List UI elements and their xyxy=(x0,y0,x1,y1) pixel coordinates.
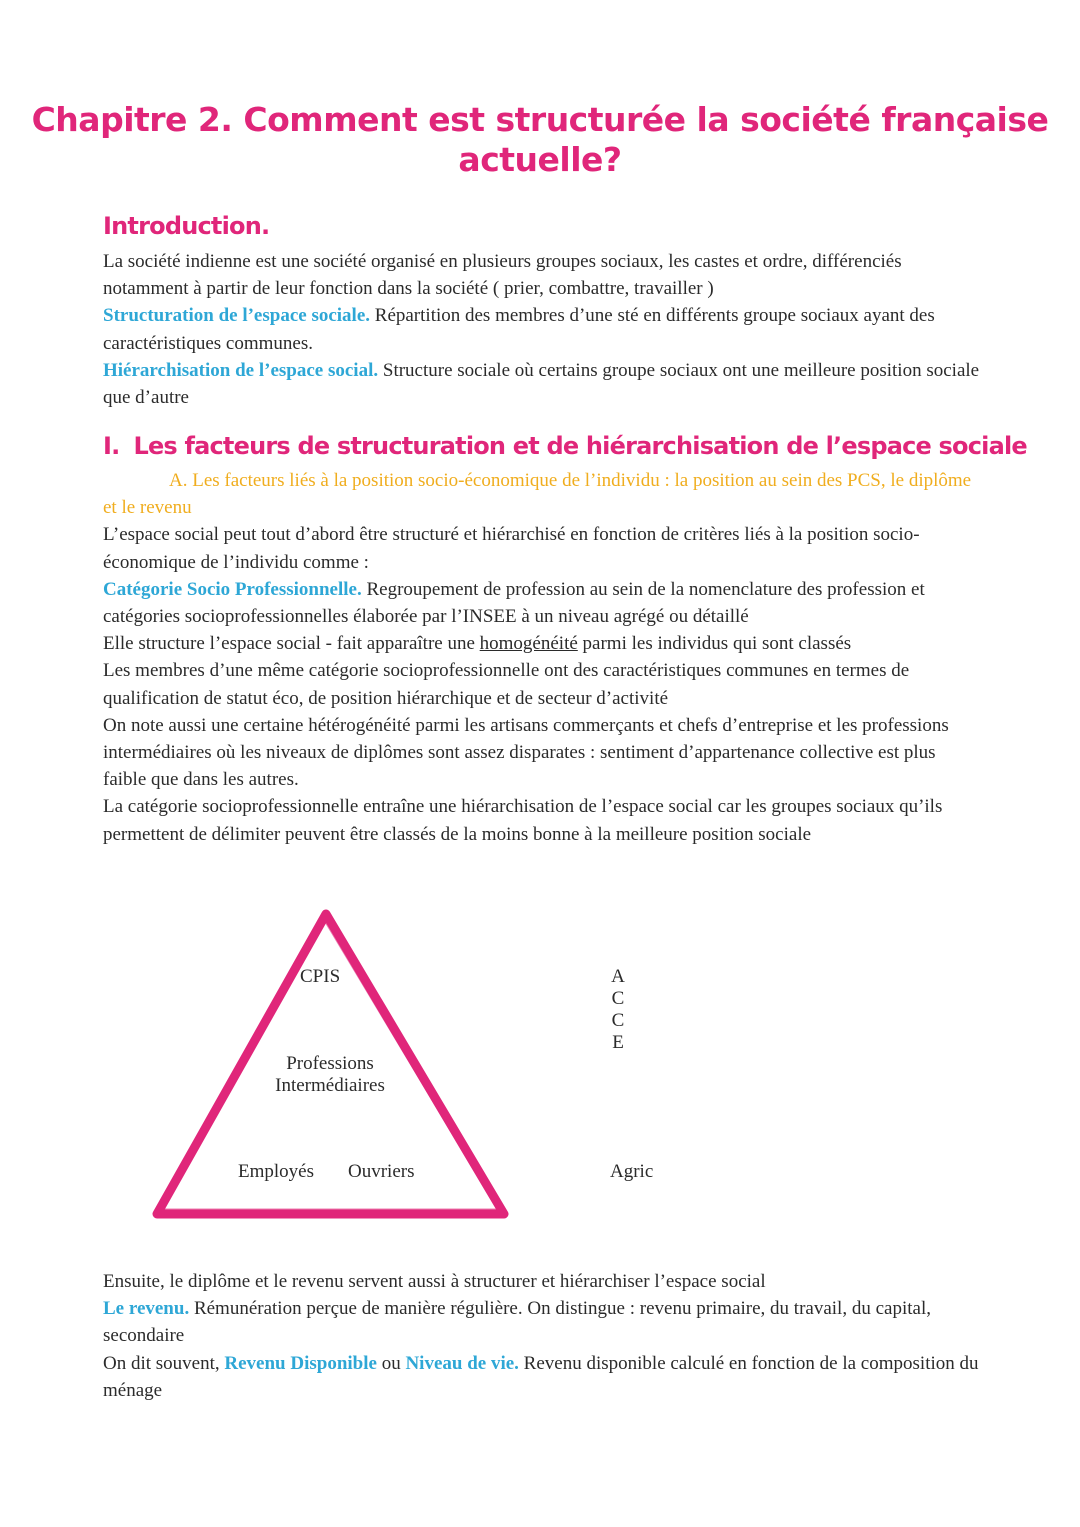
pyramid-label-professions-intermediaires: Professions Intermédiaires xyxy=(275,1053,385,1096)
definition-pcs-text: Regroupement de profession au sein de la nomenclature des profession et catégories socioprofessionnelles élaborée par l’INSEE à un niveau agrégé ou détaillé xyxy=(103,578,925,628)
intro-paragraph: La société indienne est une société organisé en plusieurs groupes sociaux, les castes et ordre, différenciés notamment à partir de leur fonction dans la société ( prier, combattre, travailler ) xyxy=(103,251,902,300)
pyramid-label-employes: Employés xyxy=(238,1161,314,1182)
section-2-paragraph-1: Ensuite, le diplôme et le revenu servent aussi à structurer et hiérarchiser l’espace social xyxy=(103,1271,766,1292)
section-1-number: I. xyxy=(103,432,120,460)
term-revenu-disponible: Revenu Disponible xyxy=(224,1352,377,1374)
intro-body xyxy=(103,248,983,411)
section-1-paragraph-1: L’espace social peut tout d’abord être structuré et hiérarchisé en fonction de critères liés à la position socio-économique de l’individu comme : xyxy=(103,524,920,573)
section-1-paragraph-2: Elle structure l’espace social - fait apparaître une homogénéité parmi les individus qui sont classés xyxy=(103,633,852,655)
section-1-paragraph-3: Les membres d’une même catégorie socioprofessionnelle ont des caractéristiques communes en termes de qualification de statut éco, de position hiérarchique et de secteur d’activité xyxy=(103,660,910,709)
section-1-paragraph-5: La catégorie socioprofessionnelle entraîne une hiérarchisation de l’espace social car les groupes sociaux qu’ils permettent de délimiter peuvent être classés de la moins bonne à la meilleure position sociale xyxy=(103,796,943,845)
pyramid-label-cpis: CPIS xyxy=(300,966,341,987)
definition-hierarchisation-text: Structure sociale où certains groupe sociaux ont une meilleure position sociale que d’autre xyxy=(103,359,980,409)
intro-heading: Introduction. xyxy=(103,212,270,240)
definition-revenu: Le revenu. Rémunération perçue de manière régulière. On distingue : revenu primaire, du travail, du capital, secondaire xyxy=(103,1298,931,1347)
term-structuration: Structuration de l’espace sociale. xyxy=(103,305,371,327)
term-revenu: Le revenu. xyxy=(103,1298,190,1320)
definition-structuration xyxy=(103,302,983,356)
section-1-heading xyxy=(103,432,1027,460)
pcs-pyramid-diagram xyxy=(150,905,510,1225)
section-1-paragraph-4: On note aussi une certaine hétérogénéité parmi les artisans commerçants et chefs d’entreprise et les professions intermédiaires où les niveaux de diplômes sont assez disparates : sentiment d’appartenance collective est plus faible que dans les autres. xyxy=(103,714,949,791)
agric-label: Agric xyxy=(610,1161,654,1182)
definition-hierarchisation xyxy=(103,357,983,411)
definition-structuration-text: Répartition des membres d’une sté en différents groupe sociaux ayant des caractéristiques communes. xyxy=(103,305,935,354)
page-title-line-1: Chapitre 2. Comment est structurée la société française xyxy=(31,100,1049,139)
term-pcs: Catégorie Socio Professionnelle. xyxy=(103,578,362,600)
definition-pcs xyxy=(103,576,983,630)
underlined-homogeneite: homogénéité xyxy=(479,633,578,655)
pyramid-label-ouvriers: Ouvriers xyxy=(348,1161,415,1182)
definition-revenu-disponible: On dit souvent, Revenu Disponible ou Niveau de vie. Revenu disponible calculé en fonction de la composition du ménage xyxy=(103,1352,979,1401)
term-niveau-de-vie: Niveau de vie. xyxy=(405,1352,519,1374)
subheading-a xyxy=(103,467,983,521)
term-hierarchisation: Hiérarchisation de l’espace social. xyxy=(103,359,379,381)
section-1-body xyxy=(103,467,983,848)
subheading-a-text: A. Les facteurs liés à la position socio-économique de l’individu : la position au sein des PCS, le diplôme et le revenu xyxy=(103,470,972,519)
page-title xyxy=(0,100,1080,180)
acce-vertical-label: A C C E xyxy=(611,966,625,1053)
section-1-title: Les facteurs de structuration et de hiérarchisation de l’espace sociale xyxy=(133,432,1027,460)
page-title-line-2: actuelle? xyxy=(458,140,622,179)
section-2-body xyxy=(103,1268,983,1404)
